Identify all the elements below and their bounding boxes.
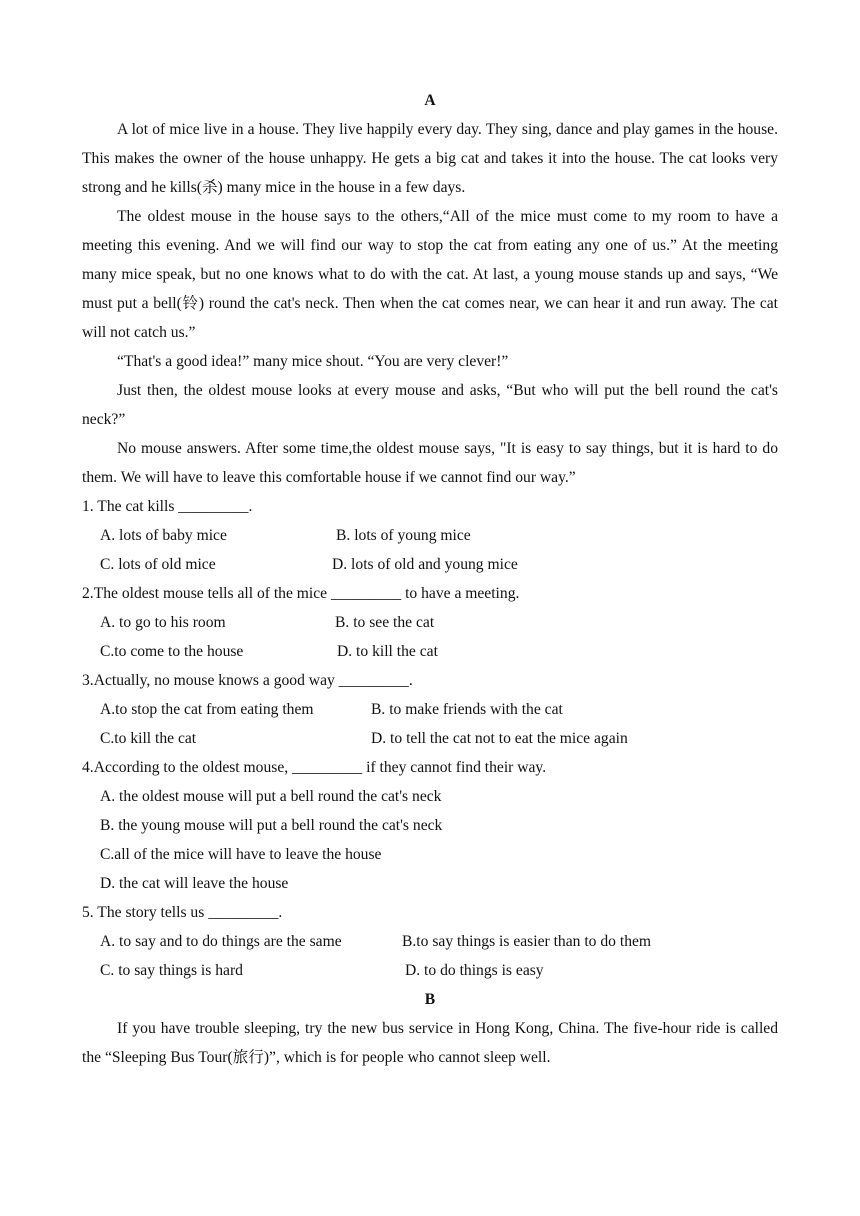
question-4-option-row-b [82,811,778,840]
question-1-option-d: D. lots of old and young mice [332,556,518,573]
question-1-option-a: A. lots of baby mice [100,527,227,544]
question-5-option-b: B.to say things is easier than to do them [402,933,652,950]
question-3-option-d: D. to tell the cat not to eat the mice again [371,730,628,747]
section-a-paragraph-4: Just then, the oldest mouse looks at every mouse and asks, “But who will put the bell round the cat's neck?” [82,382,778,428]
question-3-option-c: C.to kill the cat [100,730,197,747]
question-1-options-row-2 [82,550,778,579]
section-b-title: B [424,991,436,1008]
question-4-stem: 4.According to the oldest mouse, _________ if they cannot find their way. [82,759,547,776]
page-content [82,86,778,1072]
question-2-option-c: C.to come to the house [100,643,244,660]
question-3-stem: 3.Actually, no mouse knows a good way _________. [82,672,413,689]
question-2-options-row-1 [82,608,778,637]
question-4-option-row-a [82,782,778,811]
question-5-option-a: A. to say and to do things are the same [100,933,342,950]
question-4-option-row-c [82,840,778,869]
section-a-paragraph-5: No mouse answers. After some time,the oldest mouse says, "It is easy to say things, but it is hard to do them. We will have to leave this comfortable house if we cannot find our way.” [82,440,778,486]
section-a-title: A [424,92,436,109]
question-3-options-row-2 [82,724,778,753]
section-b-paragraph-1: If you have trouble sleeping, try the new bus service in Hong Kong, China. The five-hour ride is called the “Sleeping Bus Tour(旅行)”, which is for people who cannot sleep well. [82,1020,778,1066]
question-2-stem: 2.The oldest mouse tells all of the mice _________ to have a meeting. [82,585,520,602]
question-3-options-row-1 [82,695,778,724]
question-2-option-b: B. to see the cat [335,614,435,631]
question-3-option-a: A.to stop the cat from eating them [100,701,314,718]
question-2-option-a: A. to go to his room [100,614,226,631]
question-1-option-b: B. lots of young mice [336,527,471,544]
question-5-options-row-2 [82,956,778,985]
question-2-options-row-2 [82,637,778,666]
section-a-paragraph-3: “That's a good idea!” many mice shout. “You are very clever!” [117,353,509,370]
question-4-option-b: B. the young mouse will put a bell round the cat's neck [100,817,443,834]
question-4-option-row-d [82,869,778,898]
question-4-option-c: C.all of the mice will have to leave the house [100,846,382,863]
question-1-options-row-1 [82,521,778,550]
question-3-option-b: B. to make friends with the cat [371,701,563,718]
question-5-options-row-1 [82,927,778,956]
question-4-option-d: D. the cat will leave the house [100,875,289,892]
question-1-stem: 1. The cat kills _________. [82,498,253,515]
question-2-option-d: D. to kill the cat [337,643,438,660]
question-5-option-d: D. to do things is easy [405,962,544,979]
question-1-option-c: C. lots of old mice [100,556,216,573]
question-5-stem: 5. The story tells us _________. [82,904,283,921]
section-a-paragraph-1: A lot of mice live in a house. They live happily every day. They sing, dance and play games in the house. This makes the owner of the house unhappy. He gets a big cat and takes it into the house. The cat looks very strong and he kills(杀) many mice in the house in a few days. [82,121,778,196]
question-5-option-c: C. to say things is hard [100,962,243,979]
section-a-paragraph-2: The oldest mouse in the house says to the others,“All of the mice must come to my room to have a meeting this evening. And we will find our way to stop the cat from eating any one of us.” At the meeting many mice speak, but no one knows what to do with the cat. At last, a young mouse stands up and says, “We must put a bell(铃) round the cat's neck. Then when the cat comes near, we can hear it and run away. The cat will not catch us.” [82,208,778,341]
question-4-option-a: A. the oldest mouse will put a bell round the cat's neck [100,788,442,805]
